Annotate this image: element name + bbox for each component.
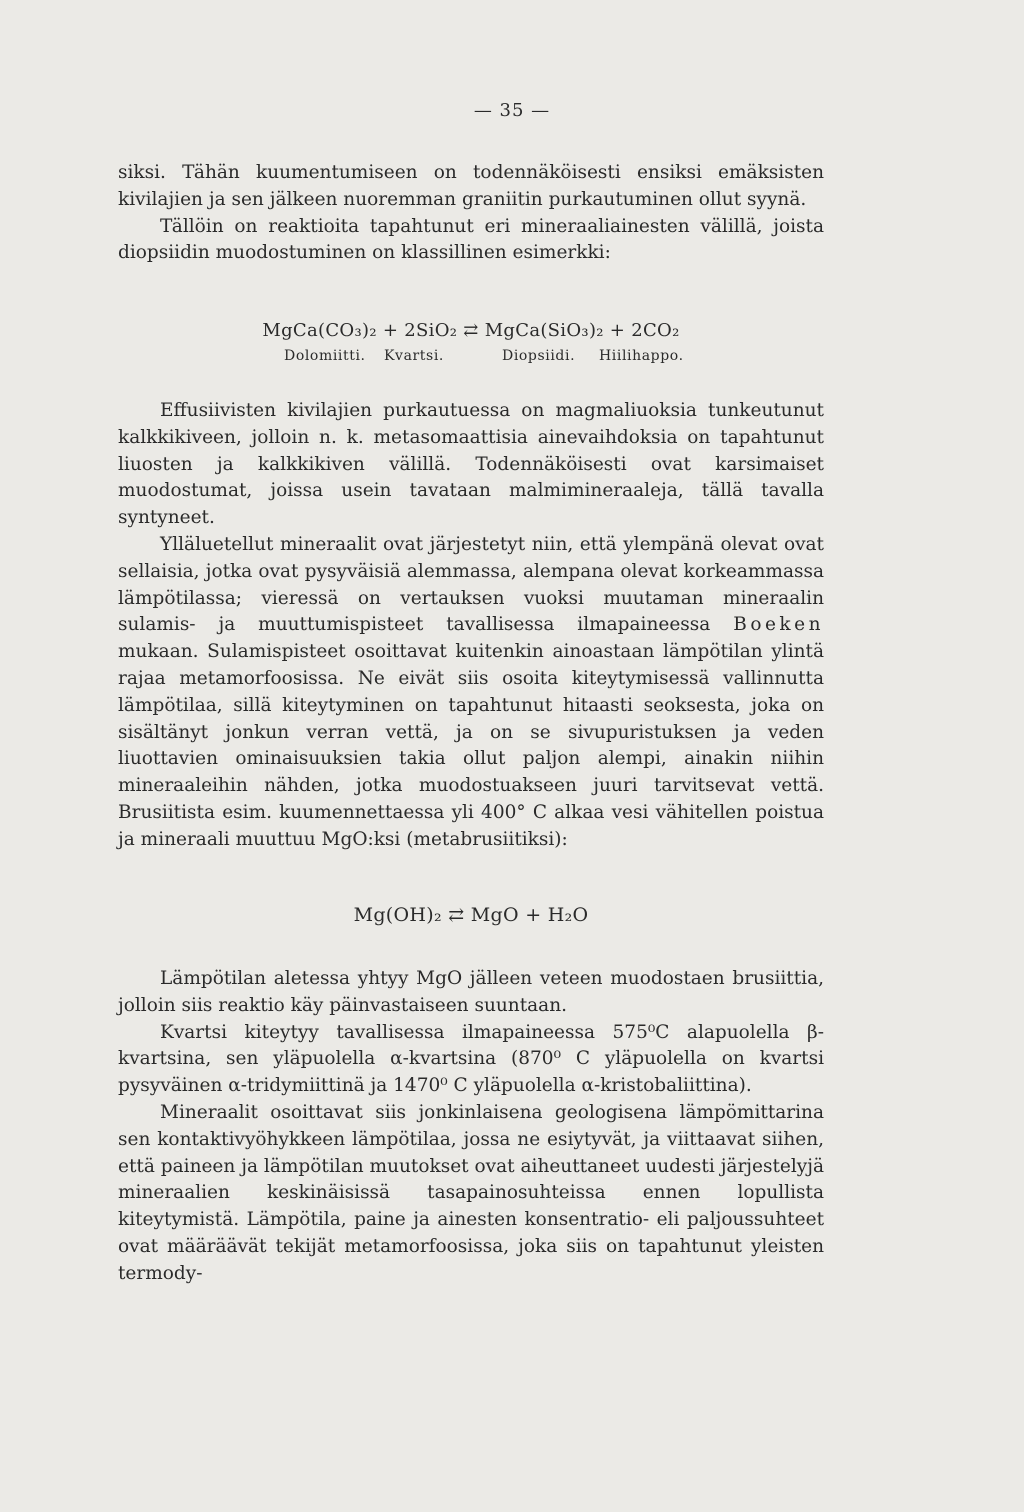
- chemical-equation-brucite: Mg(OH)₂ ⇄ MgO + H₂O: [353, 904, 589, 926]
- paragraph: Tällöin on reaktioita tapahtunut eri mineraaliainesten välillä, joista diopsiidin muodostuminen on klassillinen esimerkki:: [118, 215, 824, 264]
- label-dolomite: Dolomiitti.: [284, 348, 366, 364]
- label-quartz: Kvartsi.: [384, 348, 444, 364]
- text-block-intro: [118, 160, 824, 267]
- author-name: Boeken: [733, 614, 824, 636]
- label-carbon-dioxide: Hiilihappo.: [599, 348, 684, 364]
- chemical-equation-diopside: MgCa(CO₃)₂ + 2SiO₂ ⇄ MgCa(SiO₃)₂ + 2CO₂: [262, 320, 680, 341]
- paragraph: Effusiivisten kivilajien purkautuessa on magmaliuoksia tunkeutunut kalkkikiveen, jolloin n. k. metasomaattisia ainevaihdoksia on tapahtunut liuosten ja kalkkikiven välillä. Todennäköisesti ovat karsimaiset muodostumat, joissa usein tavataan malmimineraaleja, tällä tavalla syntyneet.: [118, 400, 824, 529]
- paragraph-part: Ylläluetellut mineraalit ovat järjestetyt niin, että ylempänä olevat ovat sellaisia, jotka ovat pysyväisiä alemmassa, alempana olevat korkeammassa lämpötilassa; vieressä on vertauksen vuoksi muutaman mineraalin sulamis- ja muuttumispisteet tavallisessa ilmapaineessa: [118, 533, 824, 636]
- text-block-end: [118, 966, 824, 1288]
- paragraph: Lämpötilan aletessa yhtyy MgO jälleen veteen muodostaen brusiittia, jolloin siis reaktio käy päinvastaiseen suuntaan.: [118, 968, 824, 1016]
- paragraph: siksi. Tähän kuumentumiseen on todennäköisesti ensiksi emäksisten kivilajien ja sen jälkeen nuoremman graniitin purkautuminen ollut syynä.: [118, 162, 824, 210]
- paragraph: Mineraalit osoittavat siis jonkinlaisena geologisena lämpömittarina sen kontaktivyöhykkeen lämpötilaa, jossa ne esiytyvät, ja viittaavat siihen, että paineen ja lämpötilan muutokset ovat aiheuttaneet uudesti järjestelyjä mineraalien keskinäisissä tasapainosuhteissa ennen lopullista kiteytymistä. Lämpötila, paine ja ainesten konsentratio- eli paljoussuhteet ovat määräävät tekijät metamorfoosissa, joka siis on tapahtunut yleisten termody-: [118, 1101, 824, 1284]
- label-diopside: Diopsiidi.: [502, 348, 576, 364]
- text-block-middle: [118, 398, 824, 854]
- paragraph: Kvartsi kiteytyy tavallisessa ilmapaineessa 575⁰C alapuolella β-kvartsina, sen yläpuolella α-kvartsina (870⁰ C yläpuolella on kvartsi pysyväinen α-tridymiittinä ja 1470⁰ C yläpuolella α-kristobaliittina).: [118, 1021, 824, 1097]
- equation-labels: [0, 348, 1024, 370]
- page-number: — 35 —: [473, 100, 551, 121]
- paragraph-part: mukaan. Sulamispisteet osoittavat kuitenkin ainoastaan lämpötilan ylintä rajaa metamorfoosissa. Ne eivät siis osoita kiteytymisessä vallinnutta lämpötilaa, sillä kiteytyminen on tapahtunut hitaasti seoksesta, joka on sisältänyt jonkun verran vettä, ja on se sivupuristuksen ja veden liuottavien ominaisuuksien takia ollut paljon alempi, ainakin niihin mineraaleihin nähden, jotka muodostuakseen juuri tarvitsevat vettä. Brusiitista esim. kuumennettaessa yli 400° C alkaa vesi vähitellen poistua ja mineraali muuttuu MgO:ksi (metabrusiitiksi):: [118, 641, 824, 850]
- paragraph: [118, 532, 824, 854]
